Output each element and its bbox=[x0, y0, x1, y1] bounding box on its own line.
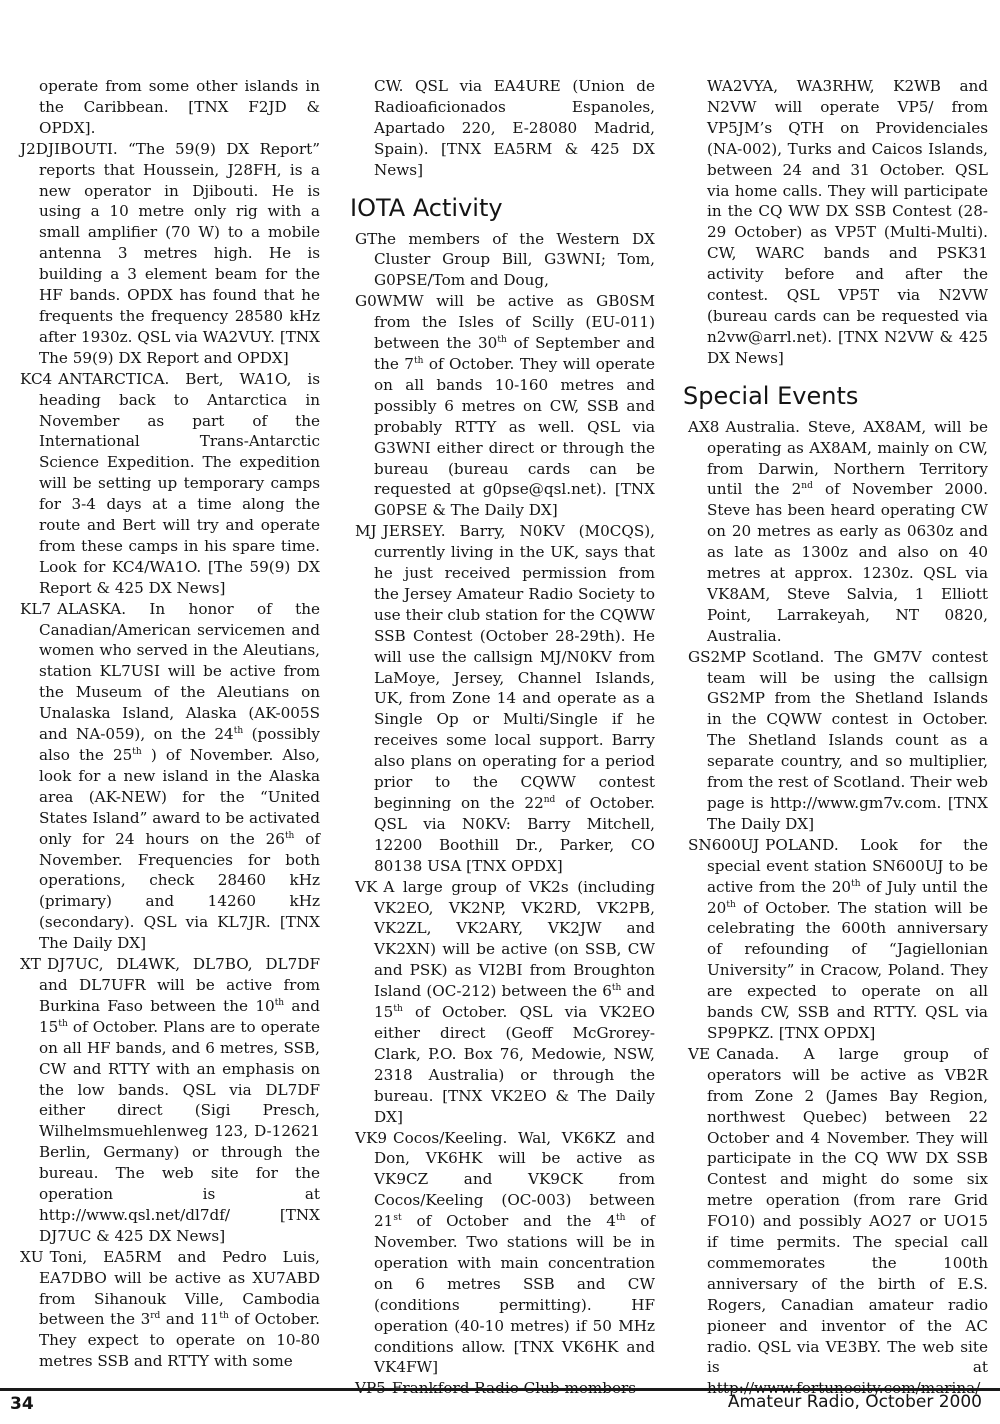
entry-text: A large group of VK2s (including VK2EO, VK2NP, VK2RD, VK2PB, VK2ZL, VK2ARY, VK2JW and VK2XN) will be active (on SSB, CW and PSK) as VI2BI from Broughton Island (OC-212) between the 6 bbox=[374, 877, 655, 1001]
dx-entry-mj bbox=[355, 521, 655, 876]
dx-entry-g bbox=[355, 229, 655, 292]
entry-text: (possibly also the 25 bbox=[39, 725, 320, 764]
dx-entry-xu bbox=[20, 1247, 320, 1372]
prefix-code: GS2MP bbox=[688, 647, 746, 666]
prefix-code: KC4 bbox=[20, 369, 53, 388]
entry-text: of September and the 7 bbox=[374, 334, 655, 373]
entry-text: ANTARCTICA. Bert, WA1O, is heading back to Antarctica in November as part of the International Trans-Antarctic Science Expedition. The expedition will be setting up temporary camps for 3-4 days at a time along the route and Bert will try and operate from these camps in his spare time. Look for KC4/WA1O. [The 59(9) DX Report & 425 DX News] bbox=[39, 369, 320, 597]
prefix-code: XT bbox=[20, 955, 41, 974]
entry-text: of November. Two stations will be in operation with main concentration on 6 metres SSB and CW (conditions permitting). HF operation (40-10 metres) if 50 MHz conditions allow. [TNX VK6HK and VK4FW] bbox=[374, 1212, 656, 1377]
entry-text: of July until the 20 bbox=[707, 877, 988, 917]
continued-paragraph: operate from some other islands in the Caribbean. [TNX F2JD & OPDX]. bbox=[39, 77, 320, 137]
page-number: 34 bbox=[10, 1394, 34, 1414]
dx-entry-j2 bbox=[20, 139, 320, 369]
ordinal-suffix: nd bbox=[543, 795, 556, 805]
entry-text: Australia. Steve, AX8AM, will be operating as AX8AM, mainly on CW, from Darwin, Northern Territory until the 2 bbox=[707, 417, 988, 499]
column-1 bbox=[20, 76, 320, 1372]
entry-text: JIBOUTI. “The 59(9) DX Report” reports that Houssein, J28FH, is a new operator in Djibouti. He is using a 10 metre only rig with a small amplifier (70 W) to a mobile antenna 3 metres high. He is building a 3 element beam for the HF bands. OPDX has found that he frequents the frequency 28580 kHz after 1930z. QSL via WA2VUY. [TNX The 59(9) DX Report and OPDX] bbox=[39, 139, 320, 367]
prefix-code: VK bbox=[355, 877, 378, 896]
ordinal-suffix: th bbox=[58, 1018, 68, 1029]
section-heading-iota: IOTA Activity bbox=[350, 193, 503, 222]
footer-rule bbox=[0, 1388, 1000, 1391]
entry-text: of October. QSL via VK2EO either direct (Geoff McGrorey-Clark, P.O. Box 76, Medowie, NSW, 2318 Australia) or through the bureau. [TNX VK2EO & The Daily DX] bbox=[374, 1003, 655, 1126]
entry-text: of October. Plans are to operate on all HF bands, and 6 metres, SSB, CW and RTTY with an emphasis on the low bands. QSL via DL7DF either direct (Sigi Presch, Wilhelmsmuehlenweg 123, D-12621 Berlin, Germany) or through the bureau. The web site for the operation is at http://www.qsl.net/dl7df/ [TNX DJ7UC & 425 DX News] bbox=[39, 1017, 320, 1245]
prefix-code: KL7 bbox=[20, 599, 52, 618]
entry-text: The members of the Western DX Cluster Group Bill, G3WNI; Tom, G0PSE/Tom and Doug, bbox=[367, 229, 655, 290]
dx-entry-sn600uj bbox=[688, 835, 988, 1044]
ordinal-suffix: th bbox=[611, 983, 622, 994]
ordinal-suffix: th bbox=[497, 335, 507, 346]
entry-text: Cocos/Keeling. Wal, VK6KZ and Don, VK6HK will be active as VK9CZ and VK9CK from Cocos/Keeling (OC-003) between 21 bbox=[374, 1128, 655, 1231]
entry-text: of October and the 4 bbox=[401, 1212, 616, 1231]
ordinal-suffix: th bbox=[851, 878, 861, 889]
prefix-code: MJ bbox=[355, 522, 377, 541]
ordinal-suffix: rd bbox=[150, 1311, 161, 1322]
entry-text: DJ7UC, DL4WK, DL7BO, DL7DF and DL7UFR will be active from Burkina Faso between the 10 bbox=[39, 955, 320, 1015]
ordinal-suffix: th bbox=[233, 726, 244, 737]
prefix-code: AX8 bbox=[688, 417, 720, 436]
continued-paragraph: WA2VYA, WA3RHW, K2WB and N2VW will operate VP5/ from VP5JM’s QTH on Providenciales (NA-002), Turks and Caicos Islands, between 24 and 31 October. QSL via home calls. They will participate in the CQ WW DX SSB Contest (28-29 October) as VP5T (Multi-Multi). CW, WARC bands and PSK31 activity before and after the contest. QSL VP5T via N2VW (bureau cards can be requested via n2vw@arrl.net). [TNX N2VW & 425 DX News] bbox=[707, 77, 988, 367]
column-2 bbox=[350, 76, 656, 1399]
prefix-code: J2D bbox=[20, 139, 48, 158]
magazine-footer: Amateur Radio, October 2000 bbox=[727, 1392, 982, 1412]
entry-text: of October. QSL via N0KV: Barry Mitchell, 12200 Boothill Dr., Parker, CO 80138 USA [TNX OPDX] bbox=[374, 794, 655, 875]
ordinal-suffix: th bbox=[284, 830, 295, 841]
prefix-code: VK9 bbox=[355, 1128, 387, 1147]
entry-text: POLAND. Look for the special event station SN600UJ to be active from the 20 bbox=[707, 835, 988, 896]
entry-text: and 15 bbox=[374, 982, 656, 1022]
ordinal-suffix: nd bbox=[801, 481, 813, 492]
entry-text: of October. They will operate on all bands 10-160 metres and possibly 6 metres on CW, SSB and probably RTTY as well. QSL via G3WNI either direct or through the bureau (bureau cards can be requested at g0pse@qsl.net). [TNX G0PSE & The Daily DX] bbox=[374, 354, 655, 520]
ordinal-suffix: th bbox=[274, 997, 285, 1008]
dx-entry-g0wmw bbox=[355, 291, 655, 521]
entry-text: ALASKA. In honor of the Canadian/American servicemen and women who served in the Aleutians, station KL7USI will be active from the Museum of the Aleutians on Unalaska Island, Alaska (AK-005S and NA-059), on the 24 bbox=[39, 599, 320, 744]
entry-text: and 15 bbox=[39, 996, 320, 1036]
ordinal-suffix: st bbox=[393, 1213, 402, 1224]
dx-entry-xt bbox=[20, 954, 320, 1247]
entry-text: and 11 bbox=[160, 1310, 220, 1329]
ordinal-suffix: th bbox=[413, 355, 424, 366]
section-heading-special-events: Special Events bbox=[683, 381, 859, 410]
ordinal-suffix: th bbox=[132, 747, 142, 757]
ordinal-suffix: th bbox=[219, 1311, 229, 1322]
dx-entry-ax8 bbox=[688, 417, 988, 647]
entry-text: of October. They expect to operate on 10-80 metres SSB and RTTY with some bbox=[39, 1310, 320, 1371]
entry-text: Scotland. The GM7V contest team will be using the callsign GS2MP from the Shetland Islands in the CQWW contest in October. The Shetland Islands count as a separate country, and so multiplier, from the rest of Scotland. Their web page is http://www.gm7v.com. [TNX The Daily DX] bbox=[707, 647, 988, 833]
dx-entry-vk bbox=[355, 877, 655, 1128]
continued-paragraph: CW. QSL via EA4URE (Union de Radioaficionados Espanoles, Apartado 220, E-28080 Madrid, Spain). [TNX EA5RM & 425 DX News] bbox=[374, 77, 655, 179]
dx-entry-kl7 bbox=[20, 599, 320, 954]
entry-text: G0WMW will be active as GB0SM from the Isles of Scilly (EU-011) between the 30 bbox=[355, 292, 655, 353]
ordinal-suffix: th bbox=[393, 1004, 403, 1015]
dx-entry-gs2mp bbox=[688, 647, 988, 835]
entry-text: ) of November. Also, look for a new island in the Alaska area (AK-NEW) for the “United States Island” award to be activated only for 24 hours on the 26 bbox=[39, 746, 321, 848]
entry-text: JERSEY. Barry, N0KV (M0CQS), currently living in the UK, says that he just received permission from the Jersey Amateur Radio Society to use their club station for the CQWW SSB Contest (October 28-29th). He will use the callsign MJ/N0KV from LaMoye, Jersey, Channel Islands, UK, from Zone 14 and operate as a Single Op or Multi/Single if he receives some local support. Barry also plans on operating for a period prior to the CQWW contest beginning on the 22 bbox=[374, 522, 655, 812]
entry-text: of October. The station will be celebrating the 600th anniversary of refounding of “Jagiellonian University” in Cracow, Poland. They are expected to operate on all bands CW, SSB and RTTY. QSL via SP9PKZ. [TNX OPDX] bbox=[707, 898, 988, 1042]
entry-text: of November 2000. Steve has been heard operating CW on 20 metres as early as 0630z and as late as 1300z and also on 40 metres at approx. 1230z. QSL via VK8AM, Steve Salvia, 1 Elliott Point, Larrakeyah, NT 0820, Australia. bbox=[707, 480, 988, 645]
dx-entry-vk9 bbox=[355, 1128, 655, 1379]
prefix-code: XU bbox=[20, 1247, 44, 1266]
column-3 bbox=[683, 76, 988, 1399]
ordinal-suffix: th bbox=[615, 1213, 626, 1224]
entry-text: Toni, EA5RM and Pedro Luis, EA7DBO will be active as XU7ABD from Sihanouk Ville, Cambodia between the 3 bbox=[39, 1247, 320, 1329]
prefix-code: SN600UJ bbox=[688, 835, 760, 854]
entry-text: Canada. A large group of operators will be active as VB2R from Zone 2 (James Bay Region, northwest Quebec) between 22 October and 4 November. They will participate in the CQ WW DX SSB Contest and might do some six metre operation (from rare Grid FO10) and possibly AO27 or UO15 if time permits. The special call commemorates the 100th anniversary of the birth of E.S. Rogers, Canadian amateur radio pioneer and inventor of the AC radio. QSL via VE3BY. The web site is at bbox=[707, 1044, 988, 1377]
dx-entry-kc4 bbox=[20, 369, 320, 599]
ordinal-suffix: th bbox=[726, 899, 736, 910]
entry-text: of November. Frequencies for both operations, check 28460 kHz (primary) and 14260 kHz (secondary). QSL via KL7JR. [TNX The Daily DX] bbox=[39, 829, 321, 953]
dx-entry-ve bbox=[688, 1044, 988, 1399]
prefix-code: G bbox=[355, 229, 368, 248]
prefix-code: VE bbox=[688, 1044, 711, 1063]
